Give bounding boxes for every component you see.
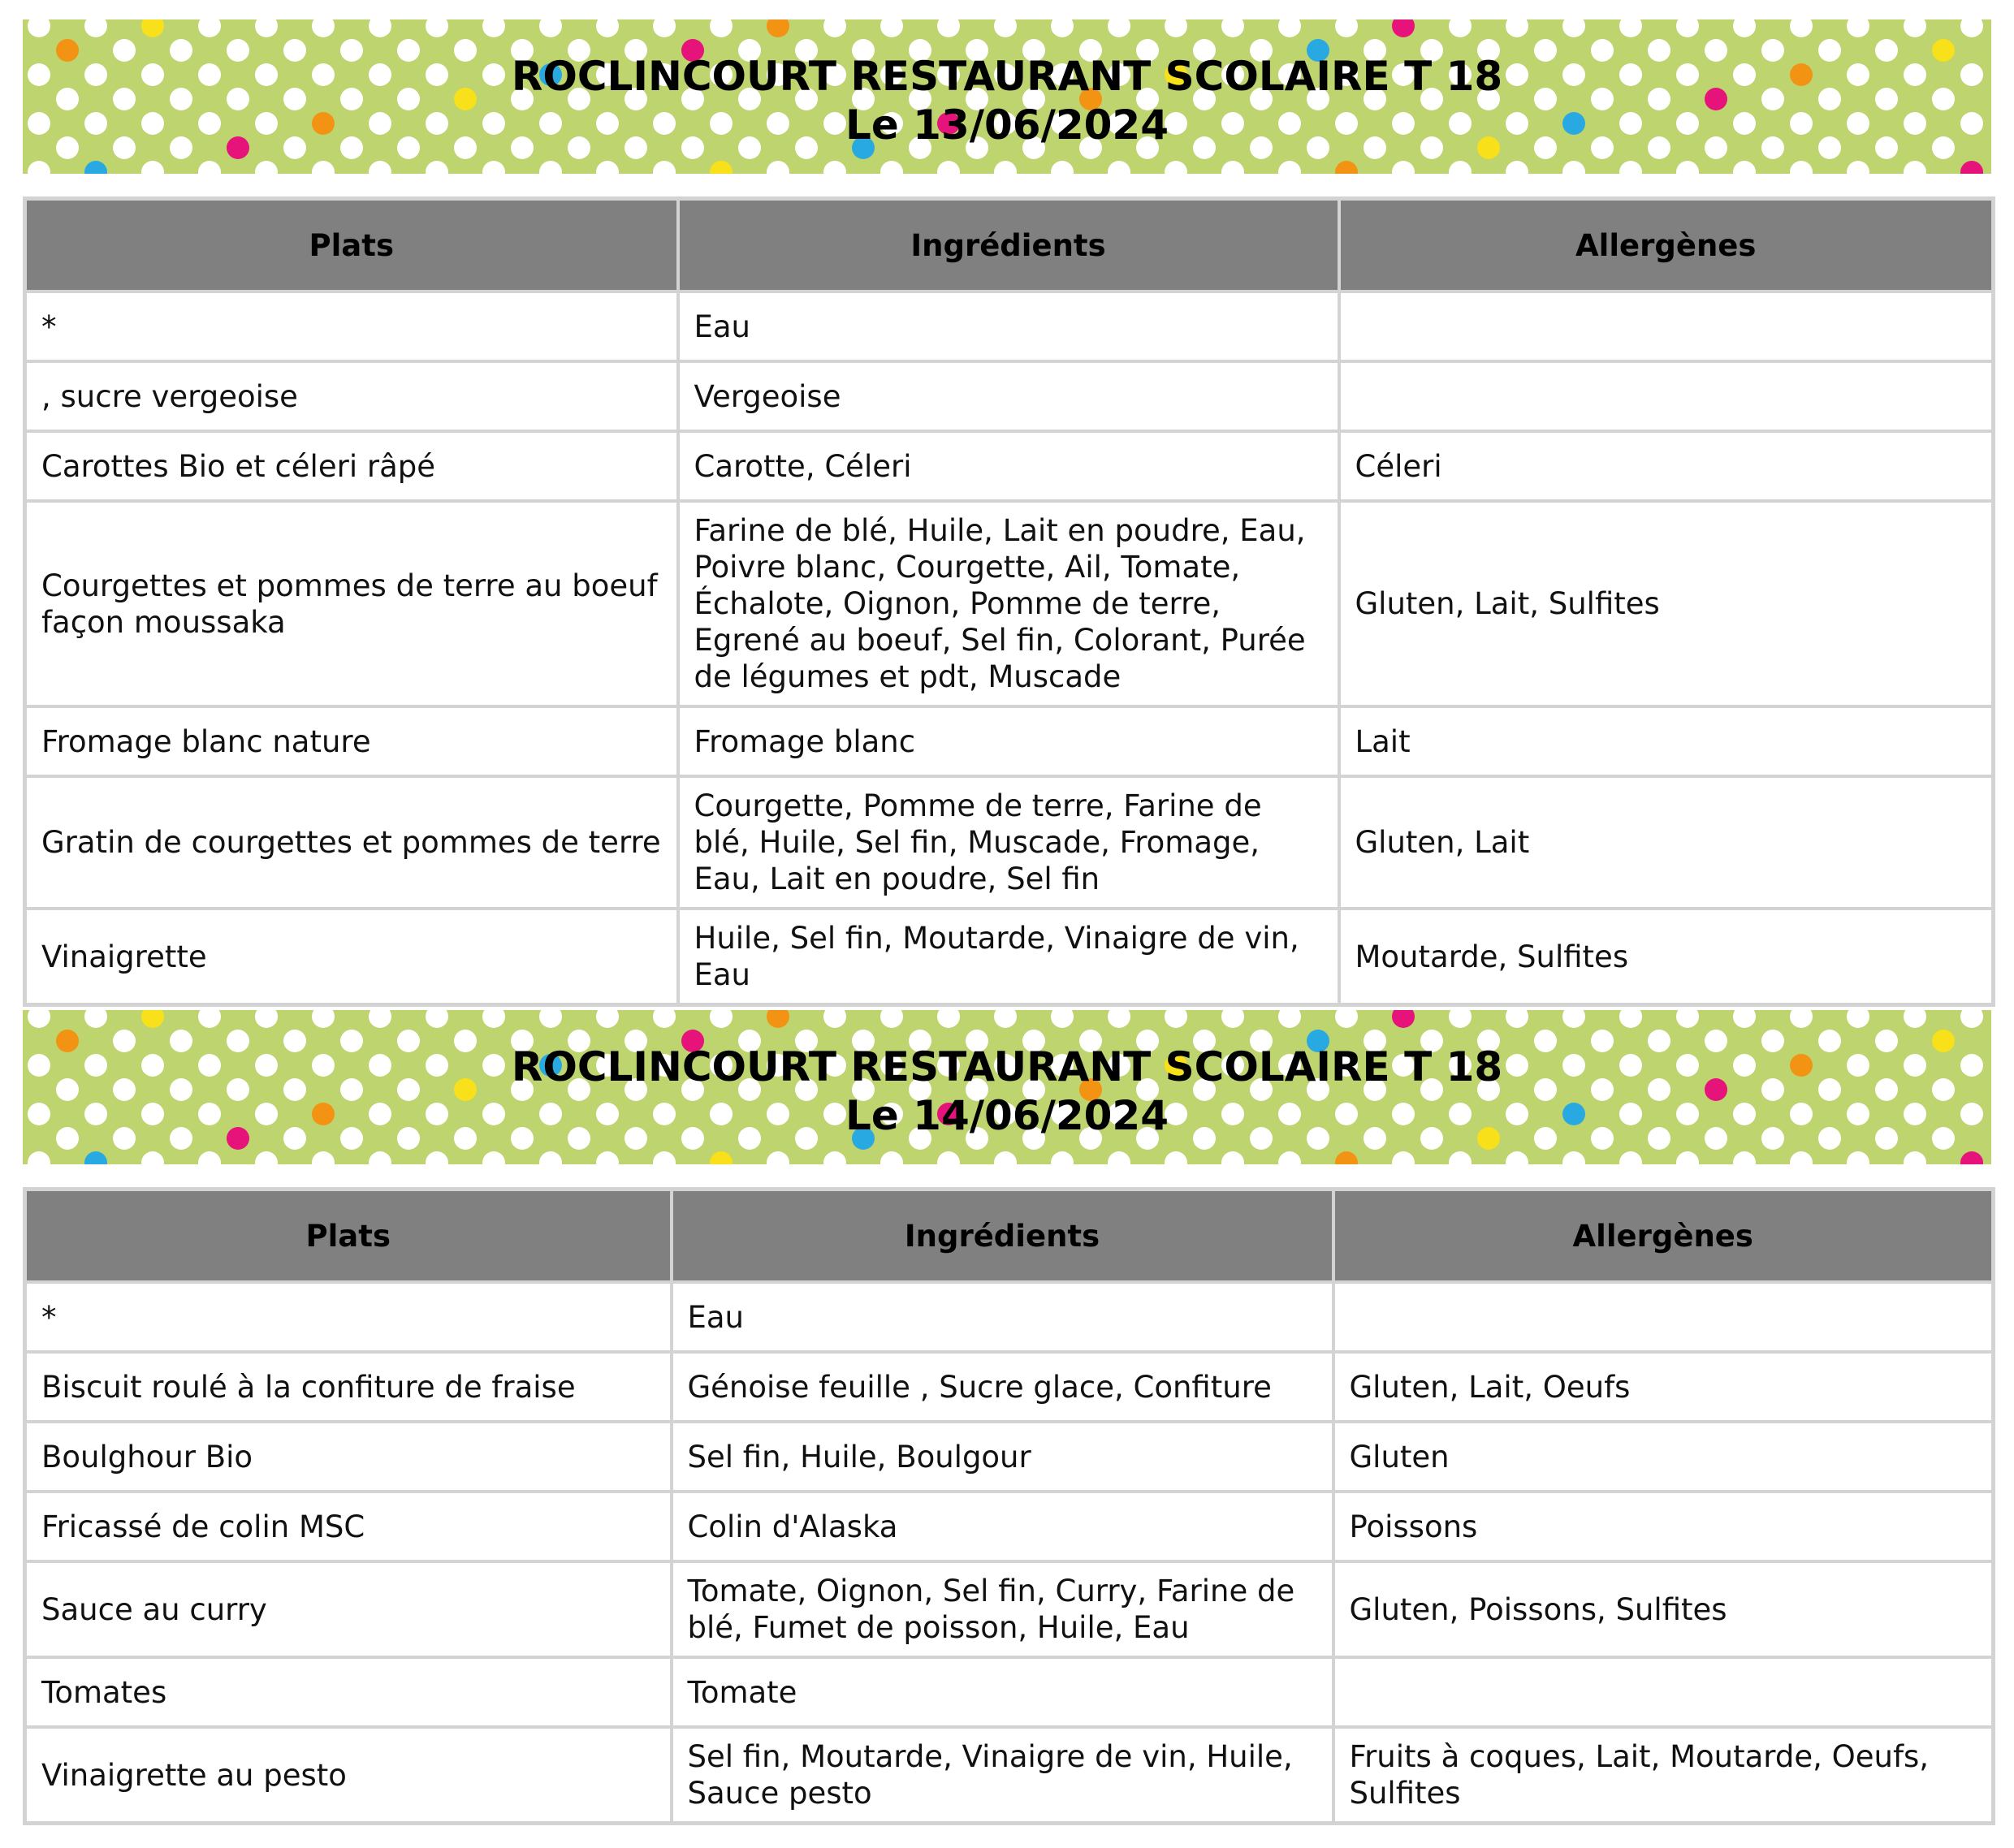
polka-dot [1165, 19, 1187, 37]
polka-dot [1904, 161, 1926, 174]
allergenes-cell: Lait [1339, 706, 1994, 776]
table-row [25, 706, 1994, 776]
polka-dot [937, 1151, 960, 1164]
ingredients-cell: Sel fin, Moutarde, Vinaigre de vin, Huile, Sauce pesto [672, 1727, 1333, 1824]
polka-dot [1847, 1151, 1869, 1164]
polka-dot [1904, 19, 1926, 37]
polka-dot [880, 161, 903, 174]
allergenes-cell: Fruits à coques, Lait, Moutarde, Oeufs, Sulfites [1333, 1727, 1994, 1824]
polka-dot [1619, 19, 1642, 37]
polka-dot [994, 1010, 1017, 1028]
polka-dot [1790, 1010, 1813, 1028]
polka-dot [255, 19, 278, 37]
polka-dot [1733, 1151, 1756, 1164]
menu-table [23, 1187, 1995, 1825]
polka-dot [1165, 1010, 1187, 1028]
polka-dot [426, 1010, 448, 1028]
polka-dot [369, 161, 391, 174]
plat-cell: Tomates [25, 1657, 672, 1727]
ingredients-cell: Farine de blé, Huile, Lait en poudre, Eau, Poivre blanc, Courgette, Ail, Tomate, Échalote, Oignon, Pomme de terre, Egrené au boeuf, Sel fin, Colorant, Purée de légumes et pdt, Muscade [678, 501, 1339, 706]
polka-dot [198, 161, 221, 174]
polka-dot [1221, 161, 1244, 174]
table-row [25, 291, 1994, 361]
polka-dot [141, 1010, 164, 1028]
polka-dot [1221, 1151, 1244, 1164]
polka-dot [426, 1151, 448, 1164]
column-header-ingredients: Ingrédients [678, 199, 1339, 292]
polka-dot [880, 19, 903, 37]
polka-dot [539, 161, 562, 174]
polka-dot [823, 161, 846, 174]
polka-dot [312, 1010, 335, 1028]
plat-cell: , sucre vergeoise [25, 361, 678, 431]
polka-dot [1960, 1010, 1983, 1028]
polka-dot [1960, 1151, 1983, 1164]
polka-dot [1904, 1151, 1926, 1164]
plat-cell: Biscuit roulé à la confiture de fraise [25, 1352, 672, 1422]
polka-dot [1733, 161, 1756, 174]
polka-dot [653, 19, 676, 37]
polka-dot [1051, 19, 1074, 37]
polka-dot [1619, 1010, 1642, 1028]
banner [23, 19, 1991, 174]
polka-dot [596, 1010, 619, 1028]
polka-dot [426, 161, 448, 174]
allergenes-cell [1339, 291, 1994, 361]
table-row [25, 1657, 1994, 1727]
polka-dot [1676, 161, 1699, 174]
allergenes-cell: Moutarde, Sulfites [1339, 909, 1994, 1005]
allergenes-cell [1333, 1282, 1994, 1352]
polka-dot [994, 1151, 1017, 1164]
polka-dot [653, 1151, 676, 1164]
polka-dot [1392, 161, 1415, 174]
polka-dot [539, 19, 562, 37]
polka-dot [1335, 19, 1358, 37]
plat-cell: Gratin de courgettes et pommes de terre [25, 776, 678, 909]
polka-dot [141, 161, 164, 174]
polka-dot [84, 19, 107, 37]
polka-dot [1221, 19, 1244, 37]
polka-dot [1790, 19, 1813, 37]
table-row [25, 501, 1994, 706]
polka-dot [1960, 161, 1983, 174]
table-row [25, 1727, 1994, 1824]
polka-dot [937, 161, 960, 174]
polka-dot [255, 161, 278, 174]
polka-dot [937, 19, 960, 37]
column-header-plats: Plats [25, 199, 678, 292]
polka-dot [1676, 19, 1699, 37]
polka-dot [1449, 1151, 1472, 1164]
banner [23, 1010, 1991, 1164]
allergenes-cell: Poissons [1333, 1492, 1994, 1561]
table-row [25, 909, 1994, 1005]
plat-cell: Sauce au curry [25, 1561, 672, 1657]
table-row [25, 776, 1994, 909]
polka-dot [1619, 1151, 1642, 1164]
polka-dot [1449, 19, 1472, 37]
column-header-ingredients: Ingrédients [672, 1190, 1333, 1283]
polka-dot [1562, 1151, 1585, 1164]
polka-dot [1506, 19, 1528, 37]
polka-dot [482, 1151, 505, 1164]
plat-cell: * [25, 291, 678, 361]
polka-dot [1108, 1151, 1130, 1164]
table-row [25, 431, 1994, 501]
polka-dot [1392, 1010, 1415, 1028]
plat-cell: Carottes Bio et céleri râpé [25, 431, 678, 501]
polka-dot [710, 19, 733, 37]
polka-dot [312, 161, 335, 174]
ingredients-cell: Tomate [672, 1657, 1333, 1727]
ingredients-cell: Courgette, Pomme de terre, Farine de blé, Huile, Sel fin, Muscade, Fromage, Eau, Lait en poudre, Sel fin [678, 776, 1339, 909]
polka-dot [1335, 1010, 1358, 1028]
polka-dot [596, 1151, 619, 1164]
polka-dot [823, 1010, 846, 1028]
polka-dot [198, 1151, 221, 1164]
polka-dot [1392, 1151, 1415, 1164]
plat-cell: Fromage blanc nature [25, 706, 678, 776]
polka-dot [1221, 1010, 1244, 1028]
polka-dot [1847, 161, 1869, 174]
column-header-allergenes: Allergènes [1333, 1190, 1994, 1283]
allergenes-cell: Gluten [1333, 1422, 1994, 1492]
polka-dot [1847, 19, 1869, 37]
polka-dot [767, 19, 789, 37]
polka-dot [28, 161, 50, 174]
polka-dot [28, 1151, 50, 1164]
polka-dot [1562, 1010, 1585, 1028]
ingredients-cell: Tomate, Oignon, Sel fin, Curry, Farine de blé, Fumet de poisson, Huile, Eau [672, 1561, 1333, 1657]
menu-date: Le 14/06/2024 [845, 1092, 1169, 1139]
polka-dot [369, 1151, 391, 1164]
polka-dot [596, 161, 619, 174]
polka-dot [141, 1151, 164, 1164]
ingredients-cell: Carotte, Céleri [678, 431, 1339, 501]
table-row [25, 1422, 1994, 1492]
restaurant-title: ROCLINCOURT RESTAURANT SCOLAIRE T 18 [511, 1043, 1503, 1090]
polka-dot [823, 1151, 846, 1164]
polka-dot [1335, 161, 1358, 174]
polka-dot [1165, 1151, 1187, 1164]
ingredients-cell: Eau [672, 1282, 1333, 1352]
table-row [25, 1282, 1994, 1352]
restaurant-title: ROCLINCOURT RESTAURANT SCOLAIRE T 18 [511, 53, 1503, 100]
polka-dot [1733, 1010, 1756, 1028]
allergenes-cell: Gluten, Lait [1339, 776, 1994, 909]
polka-dot [312, 1151, 335, 1164]
polka-dot [84, 1151, 107, 1164]
menu-date: Le 13/06/2024 [845, 101, 1169, 149]
polka-dot [1562, 161, 1585, 174]
polka-dot [482, 1010, 505, 1028]
polka-dot [255, 1151, 278, 1164]
polka-dot [198, 19, 221, 37]
plat-cell: * [25, 1282, 672, 1352]
polka-dot [28, 1010, 50, 1028]
polka-dot [28, 19, 50, 37]
allergenes-cell: Gluten, Lait, Oeufs [1333, 1352, 1994, 1422]
polka-dot [767, 1151, 789, 1164]
polka-dot [994, 19, 1017, 37]
polka-dot [1051, 1151, 1074, 1164]
polka-dot [84, 161, 107, 174]
allergenes-cell: Gluten, Lait, Sulfites [1339, 501, 1994, 706]
menu-table [23, 196, 1995, 1007]
polka-dot [1051, 1010, 1074, 1028]
polka-dot [1506, 1010, 1528, 1028]
plat-cell: Vinaigrette au pesto [25, 1727, 672, 1824]
polka-dot [880, 1010, 903, 1028]
polka-dot [937, 1010, 960, 1028]
polka-dot [994, 161, 1017, 174]
ingredients-cell: Fromage blanc [678, 706, 1339, 776]
polka-dot [1449, 1010, 1472, 1028]
polka-dot [255, 1010, 278, 1028]
table-row [25, 361, 1994, 431]
polka-dot [1278, 1151, 1301, 1164]
polka-dot [710, 1151, 733, 1164]
ingredients-cell: Sel fin, Huile, Boulgour [672, 1422, 1333, 1492]
polka-dot [1108, 19, 1130, 37]
polka-dot [596, 19, 619, 37]
polka-dot [198, 1010, 221, 1028]
polka-dot [1676, 1151, 1699, 1164]
polka-dot [1790, 161, 1813, 174]
polka-dot [823, 19, 846, 37]
ingredients-cell: Eau [678, 291, 1339, 361]
polka-dot [312, 19, 335, 37]
ingredients-cell: Huile, Sel fin, Moutarde, Vinaigre de vin, Eau [678, 909, 1339, 1005]
polka-dot [369, 19, 391, 37]
table-row [25, 1492, 1994, 1561]
column-header-plats: Plats [25, 1190, 672, 1283]
polka-dot [710, 161, 733, 174]
polka-dot [1392, 19, 1415, 37]
polka-dot [482, 19, 505, 37]
polka-dot [1904, 1010, 1926, 1028]
polka-dot [1165, 161, 1187, 174]
plat-cell: Courgettes et pommes de terre au boeuf façon moussaka [25, 501, 678, 706]
polka-dot [539, 1010, 562, 1028]
polka-dot [1108, 161, 1130, 174]
polka-dot [880, 1151, 903, 1164]
polka-dot [1960, 19, 1983, 37]
plat-cell: Vinaigrette [25, 909, 678, 1005]
ingredients-cell: Vergeoise [678, 361, 1339, 431]
polka-dot [710, 1010, 733, 1028]
ingredients-cell: Colin d'Alaska [672, 1492, 1333, 1561]
polka-dot [539, 1151, 562, 1164]
polka-dot [767, 161, 789, 174]
polka-dot [1051, 161, 1074, 174]
polka-dot [1676, 1010, 1699, 1028]
polka-dot [1278, 19, 1301, 37]
polka-dot [369, 1010, 391, 1028]
polka-dot [1108, 1010, 1130, 1028]
polka-dot [1335, 1151, 1358, 1164]
plat-cell: Fricassé de colin MSC [25, 1492, 672, 1561]
polka-dot [482, 161, 505, 174]
ingredients-cell: Génoise feuille , Sucre glace, Confiture [672, 1352, 1333, 1422]
polka-dot [1278, 161, 1301, 174]
polka-dot [141, 19, 164, 37]
polka-dot [426, 19, 448, 37]
polka-dot [767, 1010, 789, 1028]
table-row [25, 1352, 1994, 1422]
polka-dot [1506, 161, 1528, 174]
polka-dot [1562, 19, 1585, 37]
polka-dot [1506, 1151, 1528, 1164]
plat-cell: Boulghour Bio [25, 1422, 672, 1492]
polka-dot [84, 1010, 107, 1028]
table-row [25, 1561, 1994, 1657]
column-header-allergenes: Allergènes [1339, 199, 1994, 292]
polka-dot [653, 1010, 676, 1028]
allergenes-cell [1333, 1657, 1994, 1727]
polka-dot [1847, 1010, 1869, 1028]
polka-dot [1449, 161, 1472, 174]
polka-dot [1278, 1010, 1301, 1028]
polka-dot [653, 161, 676, 174]
polka-dot [1733, 19, 1756, 37]
polka-dot [1619, 161, 1642, 174]
allergenes-cell [1339, 361, 1994, 431]
allergenes-cell: Céleri [1339, 431, 1994, 501]
allergenes-cell: Gluten, Poissons, Sulfites [1333, 1561, 1994, 1657]
polka-dot [1790, 1151, 1813, 1164]
